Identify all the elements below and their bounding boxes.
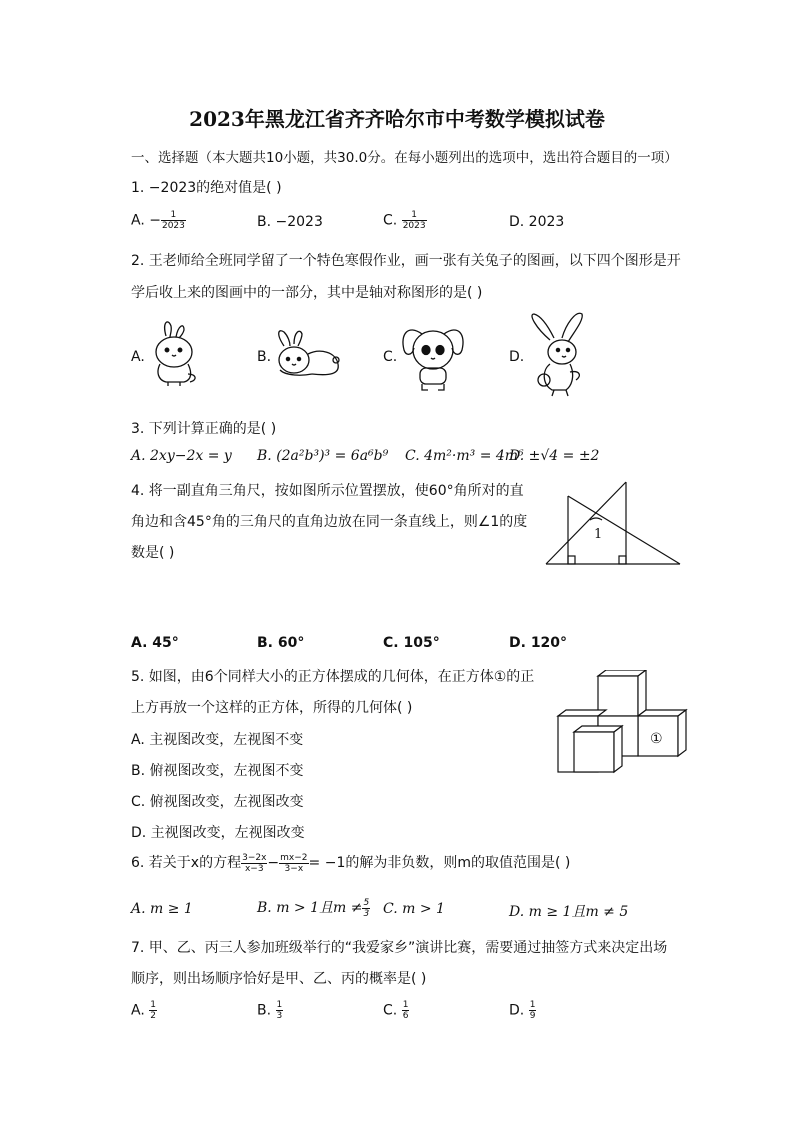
q1-option-c	[383, 210, 427, 231]
q6-b-num: 5	[363, 897, 370, 908]
cube-1-label: ①	[650, 731, 663, 747]
q1-option-d: D. 2023	[509, 214, 565, 230]
q6-option-c: C. m > 1	[383, 901, 445, 917]
q7-a-den: 2	[150, 1011, 156, 1021]
q7-b-label: B.	[257, 1002, 272, 1019]
q1-stem: 1. −2023的绝对值是( )	[131, 180, 282, 196]
q4-stem-line3: 数是( )	[131, 545, 175, 561]
q4-stem-line1: 4. 将一副直角三角尺，按如图所示位置摆放，使60°角所对的直	[131, 483, 524, 499]
q7-b-fraction	[276, 1000, 284, 1021]
q6-stem	[131, 852, 570, 874]
cubes-figure	[552, 670, 692, 774]
q3-option-d: D. ±√4 = ±2	[509, 448, 600, 464]
triangles-figure	[544, 478, 682, 568]
q4-stem-line2: 角边和含45°角的三角尺的直角边放在同一条直线上，则∠1的度	[131, 514, 528, 530]
q4-option-b: B. 60°	[257, 635, 305, 651]
q1-a-num: 1	[161, 210, 186, 221]
q1-c-fraction	[402, 210, 427, 231]
rabbit-d-image	[526, 310, 584, 400]
q6-post: = −1的解为非负数，则m的取值范围是( )	[308, 855, 571, 871]
q1-a-sign: −	[149, 212, 161, 229]
q7-c-den: 6	[402, 1011, 409, 1021]
q4-option-d: D. 120°	[509, 635, 568, 651]
q7-b-num: 1	[276, 1000, 283, 1010]
angle-1-label: 1	[594, 527, 603, 542]
q1-a-den: 2023	[161, 221, 185, 231]
q7-option-c	[383, 1000, 409, 1021]
q7-c-fraction	[402, 1000, 410, 1021]
q1-a-fraction	[161, 210, 186, 231]
q6-option-d: D. m ≥ 1且m ≠ 5	[509, 904, 629, 920]
rabbit-b-image	[272, 326, 342, 382]
q5-stem-line1: 5. 如图，由6个同样大小的正方体摆成的几何体，在正方体①的正	[131, 669, 535, 685]
q6-fraction-2	[279, 853, 308, 874]
q6-f2-num: mx−2	[280, 852, 308, 863]
q3-option-c: C. 4m²·m³ = 4m⁶	[405, 448, 524, 464]
q7-stem-line1: 7. 甲、乙、丙三人参加班级举行的“我爱家乡”演讲比赛，需要通过抽签方式来决定出场	[131, 940, 668, 956]
q7-a-num: 1	[150, 1000, 156, 1010]
q6-f2-den: 3−x	[284, 863, 304, 874]
q5-stem-line2: 上方再放一个这样的正方体，所得的几何体( )	[131, 700, 413, 716]
q1-c-den: 2023	[402, 221, 426, 231]
q7-c-num: 1	[402, 1000, 409, 1010]
q5-option-c: C. 俯视图改变，左视图改变	[131, 794, 304, 810]
q6-b-fraction	[362, 898, 370, 919]
page-title: 2023年黑龙江省齐齐哈尔市中考数学模拟试卷	[189, 107, 605, 131]
q2-stem-line2: 学后收上来的图画中的一部分，其中是轴对称图形的是( )	[131, 285, 483, 301]
rabbit-a-image	[148, 318, 200, 390]
q7-option-b	[257, 1000, 283, 1021]
q7-option-a	[131, 1000, 157, 1021]
q7-a-label: A.	[131, 1002, 145, 1019]
q7-d-den: 9	[529, 1011, 536, 1021]
q6-pre: 6. 若关于x的方程	[131, 855, 242, 871]
q6-f1-num: 3−2x	[242, 852, 267, 863]
q6-b-den: 3	[363, 908, 370, 919]
q4-option-a: A. 45°	[131, 635, 179, 651]
q6-option-b	[257, 897, 370, 919]
q1-c-label: C.	[383, 212, 398, 229]
q6-f1-den: x−3	[244, 863, 264, 874]
section-heading: 一、选择题（本大题共10小题，共30.0分。在每小题列出的选项中，选出符合题目的一项）	[131, 150, 678, 166]
q6-option-a: A. m ≥ 1	[131, 901, 193, 917]
q2-option-d: D.	[509, 349, 525, 365]
q1-option-b: B. −2023	[257, 214, 323, 230]
q1-a-label: A.	[131, 212, 145, 229]
q7-stem-line2: 顺序，则出场顺序恰好是甲、乙、丙的概率是( )	[131, 971, 427, 987]
q3-option-b: B. (2a²b³)³ = 6a⁶b⁹	[257, 448, 389, 464]
q5-option-b: B. 俯视图改变，左视图不变	[131, 763, 304, 779]
q7-c-label: C.	[383, 1002, 398, 1019]
q7-b-den: 3	[276, 1011, 283, 1021]
q7-a-fraction	[149, 1000, 157, 1021]
q6-fraction-1	[241, 853, 267, 874]
q5-option-a: A. 主视图改变，左视图不变	[131, 732, 304, 748]
q1-c-num: 1	[402, 210, 427, 221]
q7-d-label: D.	[509, 1002, 525, 1019]
q6-minus: −	[267, 855, 280, 871]
q7-option-d	[509, 1000, 536, 1021]
rabbit-c-image	[398, 316, 468, 392]
q2-option-a: A.	[131, 349, 145, 365]
q3-option-a: A. 2xy−2x = y	[131, 448, 232, 464]
q7-d-fraction	[529, 1000, 537, 1021]
q6-b-pre: B. m > 1且m ≠	[257, 900, 363, 916]
q4-option-c: C. 105°	[383, 635, 440, 651]
q2-option-b: B.	[257, 349, 272, 365]
q2-stem-line1: 2. 王老师给全班同学留了一个特色寒假作业，画一张有关兔子的图画，以下四个图形是开	[131, 253, 681, 269]
q1-option-a	[131, 210, 186, 231]
q3-stem: 3. 下列计算正确的是( )	[131, 421, 277, 437]
q5-option-d: D. 主视图改变，左视图改变	[131, 825, 305, 841]
q7-d-num: 1	[529, 1000, 536, 1010]
q2-option-c: C.	[383, 349, 398, 365]
